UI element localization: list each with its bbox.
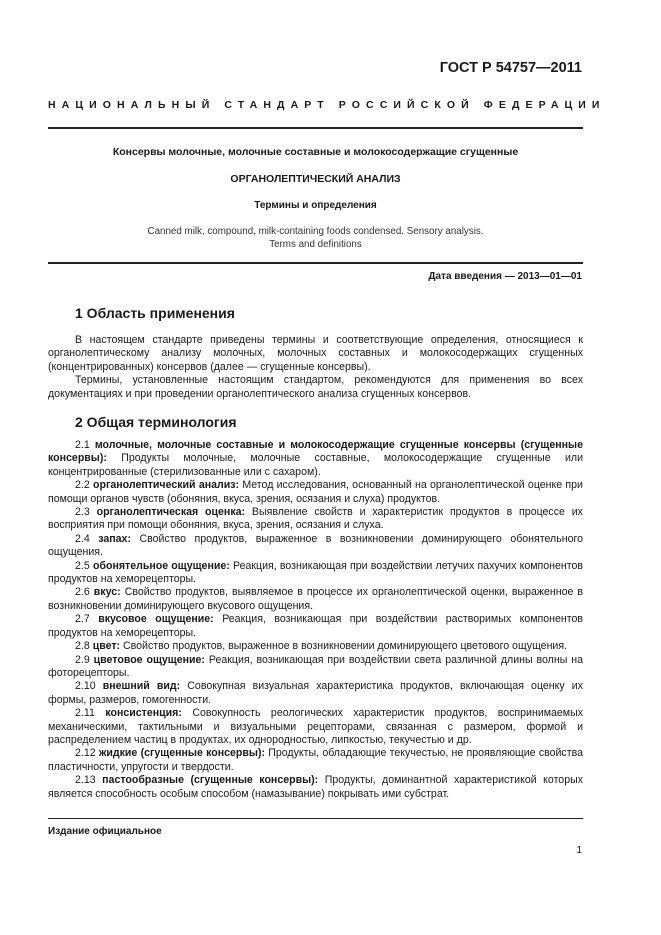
term-entry (48, 680, 583, 707)
term-name: молочные, молочные составные и молокосодержащие сгущенные консервы (сгущенные консервы): (48, 439, 583, 465)
title-en-line2: Terms and definitions (269, 238, 362, 250)
term-entry (48, 533, 583, 560)
term-entry (48, 506, 583, 533)
term-name: пастообразные (сгущенные консервы): (102, 774, 319, 787)
term-definition: Продукты, доминантной характеристикой которых является способность особым способом (намазывание) покрывать ими субстрат. (48, 774, 583, 800)
title-ru-line1: Консервы молочные, молочные составные и молокосодержащие сгущенные (112, 146, 519, 158)
section1-paragraph: Термины, установленные настоящим стандартом, рекомендуются для применения во всех документациях и при проведении органолептического анализа сгущенных консервов. (48, 374, 583, 400)
term-definition: Продукты, обладающие текучестью, не проявляющие свойства пластичности, упругости и твердости. (48, 747, 583, 773)
section1-heading: 1 Область применения (75, 305, 235, 321)
title-en (48, 226, 583, 251)
term-name: органолептическая оценка: (96, 506, 246, 519)
term-definition: Реакция, возникающая при воздействии летучих пахучих компонентов продуктов на хеморецепторы. (48, 559, 584, 586)
section2-body (48, 439, 583, 801)
term-number: 2.13 (75, 774, 96, 787)
term-name: вкус: (93, 586, 121, 599)
section2-heading: 2 Общая терминология (75, 414, 237, 430)
term-number: 2.10 (75, 680, 96, 693)
term-entry (48, 747, 583, 774)
term-number: 2.12 (75, 747, 96, 760)
divider-top (48, 127, 583, 129)
divider-bottom (48, 818, 583, 819)
term-entry (48, 586, 583, 613)
intro-date: Дата введения — 2013—01—01 (428, 271, 582, 282)
section1-body (48, 334, 583, 401)
term-definition: Метод исследования, основанный на органолептической оценке при помощи органов чувств (обоняния, вкуса, зрения, осязания и слуха) продуктов. (48, 479, 583, 505)
title-ru-line3: Термины и определения (254, 200, 377, 211)
term-name: запах: (98, 532, 131, 545)
term-definition: Совокупность реологических характеристик продуктов, воспринимаемых механическими, тактильными и визуальными рецепторами, связанная с размером, формой и распределением частиц в продуктах, их однородностью, липкостью, текучестью и др. (48, 707, 583, 746)
term-definition: Выявление свойств и характеристик продуктов в процессе их восприятия при помощи обоняния, вкуса, зрения, осязания и слуха. (48, 506, 583, 532)
title-en-line1: Canned milk, compound, milk-containing foods condensed. Sensory analysis. (147, 226, 484, 237)
term-name: вкусовое ощущение: (98, 613, 214, 626)
term-number: 2.3 (75, 506, 90, 519)
standard-line: НАЦИОНАЛЬНЫЙ СТАНДАРТ РОССИЙСКОЙ ФЕДЕРАЦИИ (48, 99, 606, 111)
term-number: 2.7 (75, 613, 90, 626)
term-entry (48, 560, 583, 587)
divider-middle (48, 262, 583, 264)
term-name: цвет: (92, 640, 121, 653)
term-number: 2.4 (75, 532, 90, 545)
term-definition: Свойство продуктов, выявляемое в процессе их органолептической оценки, выраженное в возникновении доминирующего вкусового ощущения. (48, 586, 584, 612)
term-definition: Свойство продуктов, выраженное в возникновении доминирующего обонятельного ощущения. (48, 532, 583, 559)
term-number: 2.11 (75, 707, 95, 720)
term-definition: Совокупная визуальная характеристика продуктов, включающая оценку их формы, размеров, гомогенности. (48, 680, 584, 706)
term-number: 2.9 (75, 653, 90, 666)
term-entry (48, 613, 583, 640)
term-number: 2.8 (75, 640, 90, 653)
term-definition: Продукты молочные, молочные составные, молокосодержащие сгущенные или концентрированные (стерилизованные или с сахаром). (48, 452, 583, 478)
term-entry (48, 774, 583, 801)
term-definition: Реакция, возникающая при воздействии растворимых компонентов продуктов на хеморецепторы. (48, 613, 583, 639)
term-entry (48, 439, 583, 479)
term-name: консистенция: (105, 707, 182, 720)
term-name: внешний вид: (102, 680, 181, 693)
term-entry (48, 640, 583, 653)
term-definition: Свойство продуктов, выраженное в возникновении доминирующего цветового ощущения. (123, 640, 568, 653)
term-name: органолептический анализ: (93, 479, 240, 492)
term-number: 2.5 (75, 559, 90, 572)
term-definition: Реакция, возникающая при воздействии света различной длины волны на фоторецепторы. (48, 653, 583, 679)
gost-code: ГОСТ Р 54757—2011 (439, 60, 582, 76)
official-edition-note: Издание официальное (48, 826, 162, 837)
term-name: обонятельное ощущение: (92, 559, 230, 572)
term-name: жидкие (сгущенные консервы): (98, 747, 266, 760)
term-number: 2.6 (75, 586, 90, 599)
term-name: цветовое ощущение: (93, 653, 205, 666)
term-entry (48, 707, 583, 747)
term-entry (48, 654, 583, 681)
page-number: 1 (576, 845, 582, 856)
term-number: 2.1 (75, 439, 90, 451)
section1-paragraph: В настоящем стандарте приведены термины и соответствующие определения, относящиеся к органолептическому анализу молочных, молочных составных и молокосодержащих сгущенных (концентрированных) консервов (далее — сгущенные консервы). (48, 334, 583, 373)
term-entry (48, 479, 583, 506)
term-number: 2.2 (75, 479, 90, 492)
title-ru-line2: ОРГАНОЛЕПТИЧЕСКИЙ АНАЛИЗ (230, 173, 401, 185)
